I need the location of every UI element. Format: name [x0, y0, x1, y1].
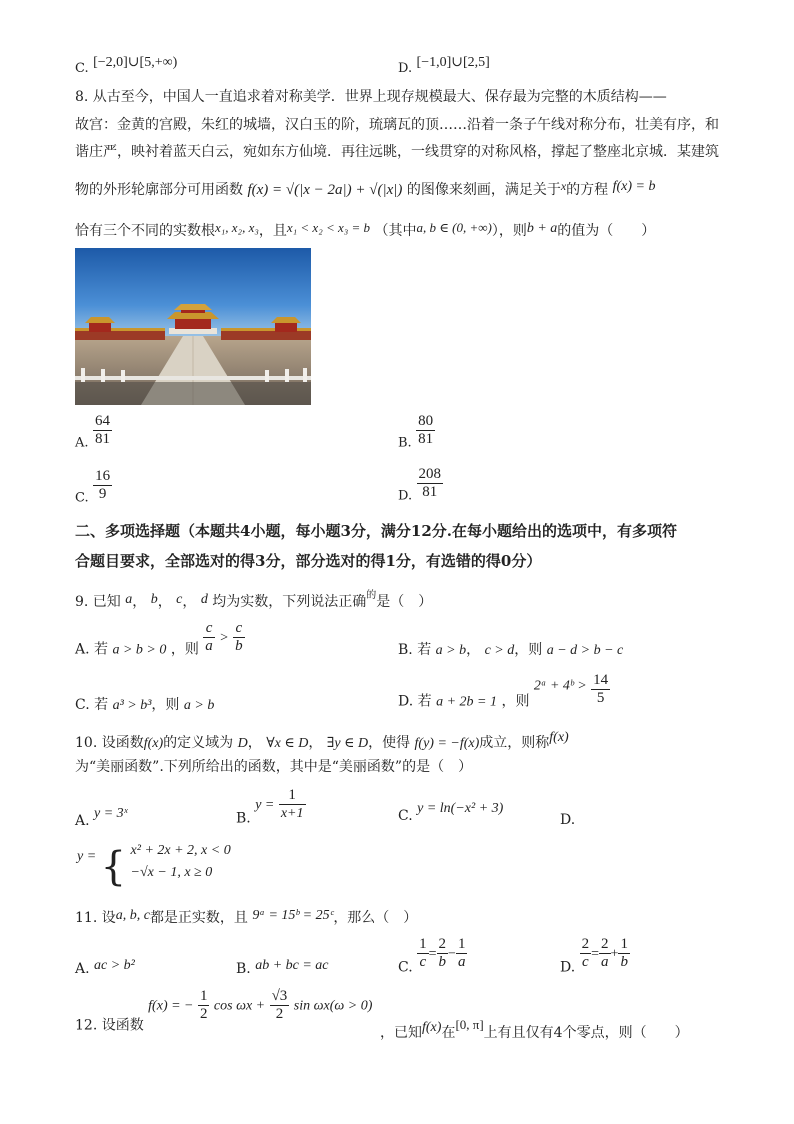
text: ，	[308, 735, 323, 751]
text: ，使得	[368, 735, 411, 751]
conclusion: a − d > b − c	[546, 643, 624, 658]
q8-line-2: 故宫：金黄的宫殿，朱红的城墙，汉白玉的阶，琉璃瓦的顶……沿着一条子午线对称分布，壮美有序，和	[75, 117, 719, 133]
fraction	[416, 413, 435, 448]
option-value: [−2,0]∪[5,+∞)	[93, 55, 178, 70]
left-brace-icon: {	[100, 844, 127, 890]
text: ，则	[170, 641, 199, 658]
option-label: C.	[75, 61, 89, 76]
text: ，且	[258, 223, 287, 239]
text: 9. 已知	[75, 594, 121, 610]
condition: x₁ < x₂ < x₃ = b	[286, 220, 371, 235]
quantifier: ∀x ∈ D	[266, 736, 309, 751]
option-label: B. 若	[398, 642, 432, 658]
option-label: A.	[75, 435, 89, 451]
option-label: B.	[236, 810, 251, 827]
option-value: [−1,0]∪[2,5]	[416, 55, 490, 70]
text: 均为实数，下列说法正确	[212, 594, 367, 610]
text: 都是正实数，且	[149, 910, 248, 926]
text: 的图像来刻画，满足关于	[406, 182, 561, 198]
q10-line-1	[75, 728, 569, 754]
quantifier: ∃y ∈ D	[326, 736, 369, 751]
q11-stem	[75, 906, 417, 928]
q12-stem-tail	[380, 1017, 689, 1042]
roots: x₁, x₂, x₃	[215, 220, 259, 235]
q7-option-c	[75, 54, 177, 76]
option-label: C. 若	[75, 697, 109, 713]
text: ，那么（ ）	[333, 910, 418, 926]
text: 在	[441, 1025, 456, 1041]
text: 恰有三个不同的实数根	[75, 223, 215, 239]
text: ，	[247, 735, 262, 751]
expression: ac > b²	[94, 958, 135, 973]
fraction: $\frac{c}{a}$	[205, 620, 213, 654]
q8-option-c	[75, 468, 112, 506]
text: ），则	[491, 223, 527, 239]
fraction: $\frac{2}{a}$	[601, 936, 609, 970]
relation: >	[219, 630, 229, 646]
function-lhs: f(x) = −	[148, 998, 194, 1014]
case: −√x − 1, x ≥ 0	[130, 865, 213, 880]
text: 的方程	[566, 182, 609, 198]
text: 的定义域为	[163, 735, 234, 751]
text: 11. 设	[75, 910, 116, 926]
text: 成立，则称	[479, 735, 550, 751]
forbidden-city-photo	[75, 248, 311, 405]
function: f(x)	[143, 736, 164, 751]
text: ，	[466, 642, 481, 658]
function-term: cos ωx +	[213, 998, 266, 1014]
function: f(x)	[422, 1020, 442, 1035]
condition: a > b	[435, 643, 467, 658]
q10-option-b	[236, 787, 306, 827]
interval: [0, π]	[455, 1017, 484, 1032]
q11-option-a	[75, 957, 135, 977]
variable: a	[125, 592, 133, 607]
text: 是（ ）	[376, 594, 433, 610]
function-expression: f(x) = √(|x − 2a|) + √(|x|)	[247, 182, 403, 198]
function-expression: y = ln(−x² + 3)	[417, 801, 504, 816]
palace-illustration	[75, 248, 311, 405]
q11-option-b	[236, 957, 329, 977]
variable: b	[150, 592, 158, 607]
condition: a + 2b = 1	[436, 694, 497, 710]
q10-option-c	[398, 800, 503, 824]
function-expression: y = 3ˣ	[94, 806, 128, 821]
option-label: C.	[398, 808, 413, 824]
text: ，则	[151, 697, 180, 713]
q8-option-b	[398, 413, 435, 451]
q10-option-a	[75, 805, 128, 829]
fraction: $\frac{√3}{2}$	[271, 988, 288, 1022]
option-label: B.	[398, 435, 412, 451]
q9-option-b	[398, 639, 623, 659]
numerator: 80	[418, 413, 434, 429]
expression: b + a	[526, 221, 558, 236]
numerator: 208	[418, 466, 442, 482]
fraction: $\frac{1}{b}$	[620, 936, 628, 970]
q9-stem: 9. 已知 a， b， c， d 均为实数，下列说法正确$^的$是（ ）	[75, 590, 433, 610]
q10-option-d-label: D.	[560, 812, 576, 828]
fraction: $\frac{2}{c}$	[581, 936, 590, 970]
option-label: D.	[398, 488, 413, 504]
conclusion: 2ᵃ + 4ᵇ >	[533, 678, 587, 694]
condition: c > d	[484, 643, 515, 658]
numerator: 16	[95, 468, 111, 484]
option-label: D. 若	[398, 693, 432, 710]
fraction: $\frac{1}{x+1}$	[280, 787, 304, 821]
expression: ab + bc = ac	[255, 958, 329, 973]
text: 的值为（ ）	[557, 223, 656, 239]
function-term: sin ωx(ω > 0)	[293, 998, 373, 1014]
variable: d	[200, 592, 208, 607]
fraction: $\frac{c}{b}$	[235, 620, 243, 654]
section-heading-line-1: 二、多项选择题（本题共4小题，每小题3分，满分12分.在每小题给出的选项中，有多项符	[75, 522, 677, 540]
text: ，已知	[380, 1025, 422, 1041]
condition: 9ᵃ = 15ᵇ = 25ᶜ	[252, 908, 334, 923]
q10-option-d-piecewise	[77, 840, 231, 890]
fraction: $\frac{2}{b}$	[438, 936, 447, 970]
text: 10. 设函数	[75, 735, 144, 751]
q8-line-5	[75, 218, 655, 241]
condition: a³ > b³	[112, 698, 152, 713]
fraction	[417, 466, 444, 501]
text: （其中	[374, 223, 417, 239]
option-label: A. 若	[75, 641, 109, 658]
function-lhs: y =	[255, 797, 275, 813]
q8-line-1: 8. 从古至今，中国人一直追求着对称美学．世界上现存规模最大、保存最为完整的木质结构——	[75, 89, 667, 105]
q11-option-c: C. $\frac{1}{c}$ = $\frac{2}{b}$ − $\frac{1}{a}$	[398, 936, 466, 976]
case: x² + 2x + 2, x < 0	[130, 843, 231, 858]
denominator: 9	[93, 485, 112, 503]
q7-option-d	[398, 54, 490, 76]
q8-line-3: 谐庄严，映衬着蓝天白云，宛如东方仙境．再往远眺，一线贯穿的对称风格，撑起了整座北京城．某建筑	[75, 144, 719, 160]
variable: c	[176, 592, 183, 607]
q9-option-a	[75, 620, 245, 659]
q8-line-4	[75, 176, 656, 200]
conclusion: a > b	[183, 698, 215, 713]
condition: a > b > 0	[112, 642, 167, 658]
piecewise-cases	[131, 840, 231, 884]
text: 12. 设函数	[75, 1017, 144, 1034]
function-lhs: y =	[77, 849, 97, 864]
q8-option-a	[75, 413, 112, 451]
q10-line-2: 为“美丽函数”.下列所给出的函数，其中是“美丽函数”的是（ ）	[75, 759, 473, 775]
option-label: C.	[75, 490, 89, 506]
option-label: B.	[236, 961, 251, 977]
function: f(x)	[549, 730, 569, 745]
fraction: $\frac{1}{c}$	[419, 936, 427, 970]
fraction: $\frac{1}{2}$	[199, 988, 208, 1022]
equation: f(y) = −f(x)	[414, 736, 480, 751]
numerator: 64	[94, 413, 110, 429]
text: 物的外形轮廓部分可用函数	[75, 182, 243, 198]
q11-option-d: D. $\frac{2}{c}$ = $\frac{2}{a}$ + $\frac{1}{b}$	[560, 936, 628, 976]
q9-option-c	[75, 694, 214, 714]
option-label: D.	[560, 959, 576, 976]
fraction	[93, 468, 112, 503]
section-heading-line-2: 合题目要求，全部选对的得3分，部分选对的得1分，有选错的得0分）	[75, 552, 542, 570]
fraction: $\frac{1}{a}$	[457, 936, 466, 970]
text: ，则	[514, 642, 543, 658]
domain: a, b ∈ (0, +∞)	[416, 220, 492, 235]
domain: D	[237, 736, 248, 751]
text: 上有且仅有4个零点，则（ ）	[483, 1025, 689, 1041]
q12-stem	[75, 988, 372, 1035]
text: ，则	[501, 693, 530, 710]
option-label: A.	[75, 813, 90, 829]
denominator: 81	[94, 431, 110, 447]
option-label: A.	[75, 961, 90, 977]
text: 的	[366, 590, 377, 601]
variables: a, b, c	[115, 908, 150, 923]
variable: x	[560, 179, 567, 193]
denominator: 81	[418, 431, 434, 447]
option-label: D.	[398, 61, 413, 76]
denominator: 81	[417, 483, 444, 501]
equation: f(x) = b	[612, 179, 656, 194]
fraction: $\frac{14}{5}$	[593, 672, 609, 706]
fraction	[93, 413, 112, 448]
q9-option-d	[398, 672, 610, 711]
q8-option-d	[398, 466, 443, 504]
option-label: C.	[398, 959, 413, 976]
